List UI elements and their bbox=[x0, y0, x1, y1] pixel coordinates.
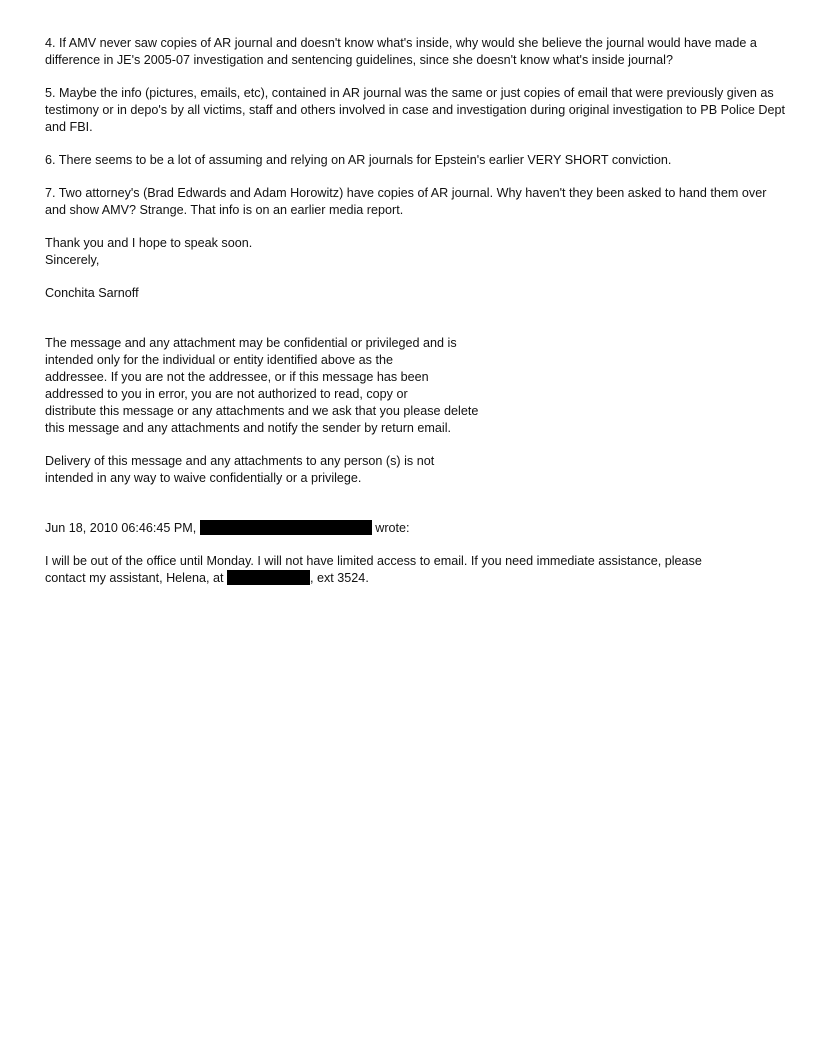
disclaimer-paragraph-1 bbox=[45, 335, 515, 437]
question-6: 6. There seems to be a lot of assuming and relying on AR journals for Epstein's earlier VERY SHORT conviction. bbox=[45, 153, 672, 167]
closing bbox=[45, 235, 785, 302]
disclaimer-line: distribute this message or any attachments and we ask that you please delete bbox=[45, 404, 479, 418]
quoted-body-line-1: I will be out of the office until Monday. I will not have limited access to email. If you need immediate assistance, please bbox=[45, 554, 702, 568]
question-7: 7. Two attorney's (Brad Edwards and Adam Horowitz) have copies of AR journal. Why haven't they been asked to hand them over and show AMV? Strange. That info is on an earlier media report. bbox=[45, 186, 767, 217]
disclaimer-paragraph-2 bbox=[45, 453, 515, 487]
closing-signoff: Sincerely, bbox=[45, 253, 100, 267]
quoted-message bbox=[45, 520, 785, 587]
quoted-header bbox=[45, 520, 785, 537]
question-4: 4. If AMV never saw copies of AR journal and doesn't know what's inside, why would she believe the journal would have made a difference in JE's 2005-07 investigation and sentencing guidelines, since she doesn't know what's inside journal? bbox=[45, 36, 757, 67]
disclaimer-line: intended only for the individual or entity identified above as the bbox=[45, 353, 393, 367]
disclaimer-line: Delivery of this message and any attachments to any person (s) is not bbox=[45, 454, 435, 468]
redacted-phone bbox=[227, 570, 310, 585]
closing-thanks: Thank you and I hope to speak soon. bbox=[45, 236, 253, 250]
quoted-body-line-2 bbox=[45, 570, 785, 587]
disclaimer-line: intended in any way to waive confidentially or a privilege. bbox=[45, 471, 362, 485]
confidentiality-disclaimer bbox=[45, 335, 515, 487]
redacted-email bbox=[200, 520, 372, 535]
quoted-wrote: wrote: bbox=[371, 521, 410, 535]
quoted-body-line-2-end: , ext 3524. bbox=[310, 571, 369, 585]
disclaimer-line: addressed to you in error, you are not authorized to read, copy or bbox=[45, 387, 408, 401]
quoted-body bbox=[45, 553, 785, 587]
disclaimer-line: The message and any attachment may be confidential or privileged and is bbox=[45, 336, 457, 350]
email-document bbox=[45, 35, 785, 603]
disclaimer-line: this message and any attachments and notify the sender by return email. bbox=[45, 421, 452, 435]
question-5: 5. Maybe the info (pictures, emails, etc), contained in AR journal was the same or just copies of email that were previously given as testimony or in depo's by all victims, staff and others involved in case and investigation during original investigation to PB Police Dept and FBI. bbox=[45, 86, 786, 134]
disclaimer-line: addressee. If you are not the addressee, or if this message has been bbox=[45, 370, 429, 384]
signature: Conchita Sarnoff bbox=[45, 286, 139, 300]
quoted-date: Jun 18, 2010 06:46:45 PM, bbox=[45, 521, 200, 535]
quoted-body-line-2-start: contact my assistant, Helena, at bbox=[45, 571, 227, 585]
